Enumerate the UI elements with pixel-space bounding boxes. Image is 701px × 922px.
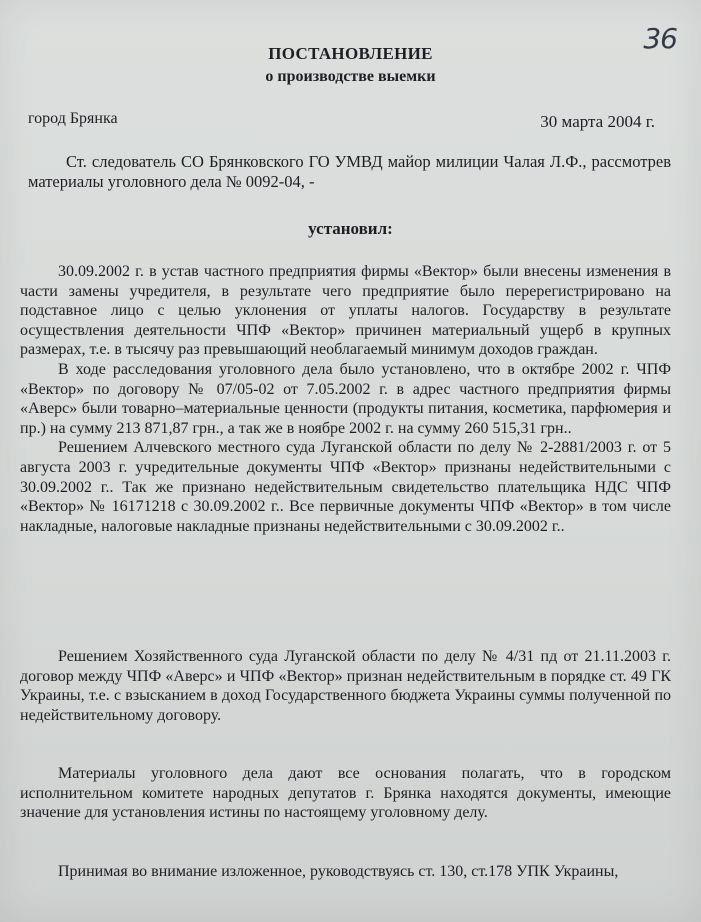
intro-text: Ст. следователь СО Брянковского ГО УМВД майор милиции Чалая Л.Ф., рассмотрев материалы уголовного дела № 0092-04, - <box>28 152 671 191</box>
paragraph-1: 30.09.2002 г. в устав частного предприятия фирмы «Вектор» были внесены изменения в части замены учредителя, в результате чего предприятие было перерегистрировано на подставное лицо с целью уклонения от уплаты налогов. Государству в результате осуществления деятельности ЧПФ «Вектор» причинен материальный ущерб в крупных размерах, т.е. в тысячу раз превышающий необлагаемый минимум доходов граждан. <box>20 263 671 359</box>
paragraph-5: Материалы уголовного дела дают все основания полагать, что в городском исполнительном комитете народных депутатов г. Брянка находятся документы, имеющие значение для установления истины по настоящему уголовному делу. <box>20 765 671 822</box>
grounds-block <box>20 764 671 823</box>
city-label: город Брянка <box>28 110 118 127</box>
section-heading: установил: <box>308 219 393 238</box>
intro-paragraph <box>28 152 671 192</box>
paragraph-3: Решением Алчевского местного суда Луганской области по делу № 2-2881/2003 г. от 5 августа 2003 г. учредительные документы ЧПФ «Вектор» признаны недействительными с 30.09.2002 г.. Так же признано недействительным свидетельство плательщика НДС ЧПФ «Вектор» № 16171218 с 30.09.2002 г.. Все первичные документы ЧПФ «Вектор» в том числе накладные, налоговые накладные признаны недействительными с 30.09.2002 г.. <box>20 439 671 535</box>
document-subtitle: о производстве выемки <box>265 68 436 85</box>
paragraph-2: В ходе расследования уголовного дела было установлено, что в октябре 2002 г. ЧПФ «Вектор» по договору № 07/05-02 от 7.05.2002 г. в адрес частного предприятия фирмы «Аверс» были товарно–материальные ценности (продукты питания, косметика, парфюмерия и пр.) на сумму 213 871,87 грн., а так же в ноябре 2002 г. на сумму 260 515,31 грн.. <box>20 360 671 437</box>
paragraph-6: Принимая во внимание изложенное, руководствуясь ст. 130, ст.178 УПК Украины, <box>58 863 619 880</box>
paragraph-4: Решением Хозяйственного суда Луганской области по делу № 4/31 пд от 21.11.2003 г. договор между ЧПФ «Аверс» и ЧПФ «Вектор» признан недействительным в порядке ст. 49 ГК Украины, т.е. с взысканием в доход Государственного бюджета Украины суммы полученной по недействительному договору. <box>20 648 671 724</box>
facts-block <box>20 262 671 536</box>
court-decision-block <box>20 647 671 725</box>
handwritten-page-number: 36 <box>643 22 677 55</box>
document-date: 30 марта 2004 г. <box>540 112 655 131</box>
document-title: ПОСТАНОВЛЕНИЕ <box>268 44 433 63</box>
conclusion-block <box>20 862 671 882</box>
